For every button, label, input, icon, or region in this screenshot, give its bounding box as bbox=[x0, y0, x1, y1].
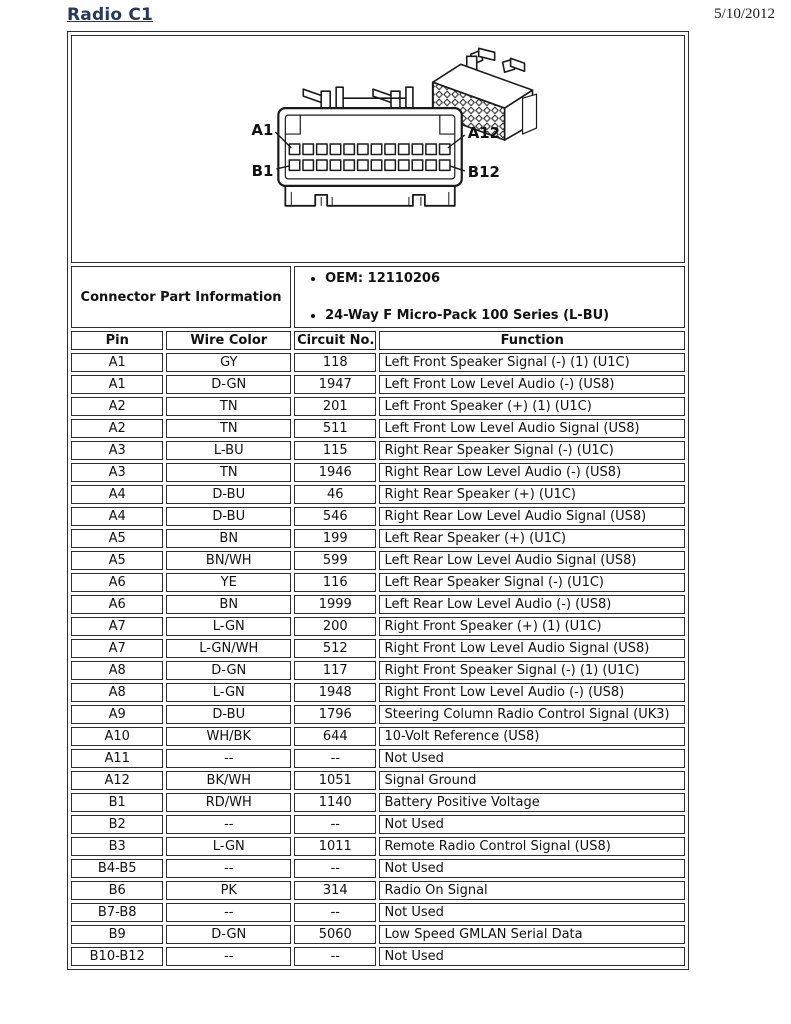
circuit-no-cell: 118 bbox=[294, 353, 376, 372]
pin-label-a12: A12 bbox=[467, 124, 501, 143]
oem-number: • OEM: 12110206 bbox=[325, 271, 680, 286]
function-cell: Left Rear Speaker (+) (U1C) bbox=[379, 529, 685, 548]
function-cell: Radio On Signal bbox=[379, 881, 685, 900]
table-row bbox=[71, 859, 685, 878]
table-row bbox=[71, 441, 685, 460]
page-date: 5/10/2012 bbox=[714, 6, 775, 22]
wire-color-cell: D-BU bbox=[166, 485, 291, 504]
wire-color-cell: RD/WH bbox=[166, 793, 291, 812]
wire-color-cell: -- bbox=[166, 859, 291, 878]
pin-cell: A12 bbox=[71, 771, 163, 790]
table-row bbox=[71, 397, 685, 416]
pin-cell: A4 bbox=[71, 507, 163, 526]
wire-color-cell: L-GN bbox=[166, 837, 291, 856]
pinout-header-row bbox=[71, 331, 685, 350]
circuit-no-cell: -- bbox=[294, 749, 376, 768]
circuit-no-cell: 314 bbox=[294, 881, 376, 900]
wire-color-cell: -- bbox=[166, 749, 291, 768]
table-row bbox=[71, 771, 685, 790]
table-row bbox=[71, 837, 685, 856]
function-cell: Left Front Low Level Audio Signal (US8) bbox=[379, 419, 685, 438]
function-cell: Right Rear Speaker Signal (-) (U1C) bbox=[379, 441, 685, 460]
pin-cell: A2 bbox=[71, 419, 163, 438]
wire-color-cell: PK bbox=[166, 881, 291, 900]
pin-cell: B9 bbox=[71, 925, 163, 944]
part-info-row bbox=[71, 266, 685, 328]
pin-cell: A5 bbox=[71, 529, 163, 548]
wire-color-cell: BK/WH bbox=[166, 771, 291, 790]
wire-color-cell: YE bbox=[166, 573, 291, 592]
connector-diagram-cell bbox=[71, 35, 685, 263]
circuit-no-cell: 511 bbox=[294, 419, 376, 438]
function-cell: Remote Radio Control Signal (US8) bbox=[379, 837, 685, 856]
wire-color-cell: L-GN bbox=[166, 617, 291, 636]
wire-color-cell: D-GN bbox=[166, 925, 291, 944]
circuit-no-cell: 5060 bbox=[294, 925, 376, 944]
wire-color-cell: -- bbox=[166, 903, 291, 922]
circuit-no-cell: 546 bbox=[294, 507, 376, 526]
circuit-no-cell: 1011 bbox=[294, 837, 376, 856]
circuit-no-cell: 116 bbox=[294, 573, 376, 592]
circuit-no-cell: 199 bbox=[294, 529, 376, 548]
pin-cell: A7 bbox=[71, 639, 163, 658]
table-row bbox=[71, 793, 685, 812]
function-cell: Signal Ground bbox=[379, 771, 685, 790]
wire-color-cell: BN bbox=[166, 529, 291, 548]
table-row bbox=[71, 595, 685, 614]
header-function: Function bbox=[379, 331, 685, 350]
wire-color-cell: -- bbox=[166, 815, 291, 834]
table-row bbox=[71, 903, 685, 922]
circuit-no-cell: 1796 bbox=[294, 705, 376, 724]
function-cell: Not Used bbox=[379, 815, 685, 834]
table-row bbox=[71, 727, 685, 746]
table-row bbox=[71, 507, 685, 526]
circuit-no-cell: -- bbox=[294, 859, 376, 878]
wire-color-cell: WH/BK bbox=[166, 727, 291, 746]
part-info-details bbox=[294, 266, 685, 328]
circuit-no-cell: 512 bbox=[294, 639, 376, 658]
circuit-no-cell: 1946 bbox=[294, 463, 376, 482]
pin-cell: B10-B12 bbox=[71, 947, 163, 966]
header-pin: Pin bbox=[71, 331, 163, 350]
pin-cell: B7-B8 bbox=[71, 903, 163, 922]
pin-cell: B3 bbox=[71, 837, 163, 856]
pin-cell: B6 bbox=[71, 881, 163, 900]
pin-cell: A1 bbox=[71, 375, 163, 394]
wire-color-cell: GY bbox=[166, 353, 291, 372]
connector-series: • 24-Way F Micro-Pack 100 Series (L-BU) bbox=[325, 308, 680, 323]
pinout-rows bbox=[71, 353, 685, 966]
circuit-no-cell: -- bbox=[294, 903, 376, 922]
table-row bbox=[71, 529, 685, 548]
circuit-no-cell: 1140 bbox=[294, 793, 376, 812]
page-header bbox=[67, 5, 775, 31]
function-cell: Right Rear Low Level Audio Signal (US8) bbox=[379, 507, 685, 526]
function-cell: Battery Positive Voltage bbox=[379, 793, 685, 812]
part-info-label: Connector Part Information bbox=[71, 266, 291, 328]
pin-cell: A7 bbox=[71, 617, 163, 636]
wire-color-cell: L-GN bbox=[166, 683, 291, 702]
connector-diagram bbox=[76, 37, 685, 257]
circuit-no-cell: 117 bbox=[294, 661, 376, 680]
table-row bbox=[71, 573, 685, 592]
table-row bbox=[71, 661, 685, 680]
circuit-no-cell: 1051 bbox=[294, 771, 376, 790]
function-cell: Right Front Low Level Audio Signal (US8) bbox=[379, 639, 685, 658]
header-circuit-no: Circuit No. bbox=[294, 331, 376, 350]
circuit-no-cell: 1948 bbox=[294, 683, 376, 702]
pin-cell: A1 bbox=[71, 353, 163, 372]
function-cell: Not Used bbox=[379, 859, 685, 878]
table-row bbox=[71, 353, 685, 372]
pin-cell: A6 bbox=[71, 595, 163, 614]
wire-color-cell: D-BU bbox=[166, 507, 291, 526]
wire-color-cell: D-BU bbox=[166, 705, 291, 724]
wire-color-cell: L-GN/WH bbox=[166, 639, 291, 658]
pin-label-a1: A1 bbox=[251, 121, 274, 140]
pin-label-b12: B12 bbox=[467, 162, 500, 181]
table-row bbox=[71, 925, 685, 944]
wire-color-cell: D-GN bbox=[166, 661, 291, 680]
function-cell: Not Used bbox=[379, 947, 685, 966]
function-cell: Left Front Speaker (+) (1) (U1C) bbox=[379, 397, 685, 416]
pin-cell: A3 bbox=[71, 441, 163, 460]
wire-color-cell: TN bbox=[166, 463, 291, 482]
function-cell: Left Rear Low Level Audio (-) (US8) bbox=[379, 595, 685, 614]
wire-color-cell: D-GN bbox=[166, 375, 291, 394]
circuit-no-cell: -- bbox=[294, 815, 376, 834]
circuit-no-cell: 599 bbox=[294, 551, 376, 570]
table-row bbox=[71, 705, 685, 724]
pin-cell: A10 bbox=[71, 727, 163, 746]
table-row bbox=[71, 947, 685, 966]
header-wire-color: Wire Color bbox=[166, 331, 291, 350]
table-row bbox=[71, 375, 685, 394]
circuit-no-cell: 1999 bbox=[294, 595, 376, 614]
function-cell: Right Front Speaker (+) (1) (U1C) bbox=[379, 617, 685, 636]
table-row bbox=[71, 551, 685, 570]
table-row bbox=[71, 419, 685, 438]
connector-info-table bbox=[67, 31, 689, 970]
wire-color-cell: BN bbox=[166, 595, 291, 614]
pin-cell: A4 bbox=[71, 485, 163, 504]
function-cell: Steering Column Radio Control Signal (UK3) bbox=[379, 705, 685, 724]
table-row bbox=[71, 881, 685, 900]
function-cell: Right Front Low Level Audio (-) (US8) bbox=[379, 683, 685, 702]
pin-cell: A8 bbox=[71, 661, 163, 680]
pin-cell: A2 bbox=[71, 397, 163, 416]
table-row bbox=[71, 749, 685, 768]
function-cell: Right Rear Low Level Audio (-) (US8) bbox=[379, 463, 685, 482]
table-row bbox=[71, 815, 685, 834]
function-cell: Not Used bbox=[379, 749, 685, 768]
circuit-no-cell: 644 bbox=[294, 727, 376, 746]
circuit-no-cell: 201 bbox=[294, 397, 376, 416]
pin-cell: A11 bbox=[71, 749, 163, 768]
circuit-no-cell: 200 bbox=[294, 617, 376, 636]
table-row bbox=[71, 639, 685, 658]
wire-color-cell: -- bbox=[166, 947, 291, 966]
table-row bbox=[71, 617, 685, 636]
table-row bbox=[71, 485, 685, 504]
page-title: Radio C1 bbox=[67, 5, 154, 25]
function-cell: Low Speed GMLAN Serial Data bbox=[379, 925, 685, 944]
table-row bbox=[71, 683, 685, 702]
pin-cell: A9 bbox=[71, 705, 163, 724]
wire-color-cell: L-BU bbox=[166, 441, 291, 460]
function-cell: Not Used bbox=[379, 903, 685, 922]
circuit-no-cell: 115 bbox=[294, 441, 376, 460]
pin-cell: A6 bbox=[71, 573, 163, 592]
pin-cell: A5 bbox=[71, 551, 163, 570]
function-cell: Right Front Speaker Signal (-) (1) (U1C) bbox=[379, 661, 685, 680]
pin-cell: A3 bbox=[71, 463, 163, 482]
circuit-no-cell: 1947 bbox=[294, 375, 376, 394]
circuit-no-cell: 46 bbox=[294, 485, 376, 504]
function-cell: Left Front Low Level Audio (-) (US8) bbox=[379, 375, 685, 394]
pin-label-b1: B1 bbox=[251, 161, 274, 180]
function-cell: Right Rear Speaker (+) (U1C) bbox=[379, 485, 685, 504]
table-row bbox=[71, 463, 685, 482]
function-cell: Left Rear Low Level Audio Signal (US8) bbox=[379, 551, 685, 570]
pin-cell: B1 bbox=[71, 793, 163, 812]
function-cell: Left Rear Speaker Signal (-) (U1C) bbox=[379, 573, 685, 592]
function-cell: Left Front Speaker Signal (-) (1) (U1C) bbox=[379, 353, 685, 372]
pin-cell: B2 bbox=[71, 815, 163, 834]
wire-color-cell: TN bbox=[166, 397, 291, 416]
pin-cell: A8 bbox=[71, 683, 163, 702]
wire-color-cell: BN/WH bbox=[166, 551, 291, 570]
pin-cell: B4-B5 bbox=[71, 859, 163, 878]
circuit-no-cell: -- bbox=[294, 947, 376, 966]
function-cell: 10-Volt Reference (US8) bbox=[379, 727, 685, 746]
wire-color-cell: TN bbox=[166, 419, 291, 438]
